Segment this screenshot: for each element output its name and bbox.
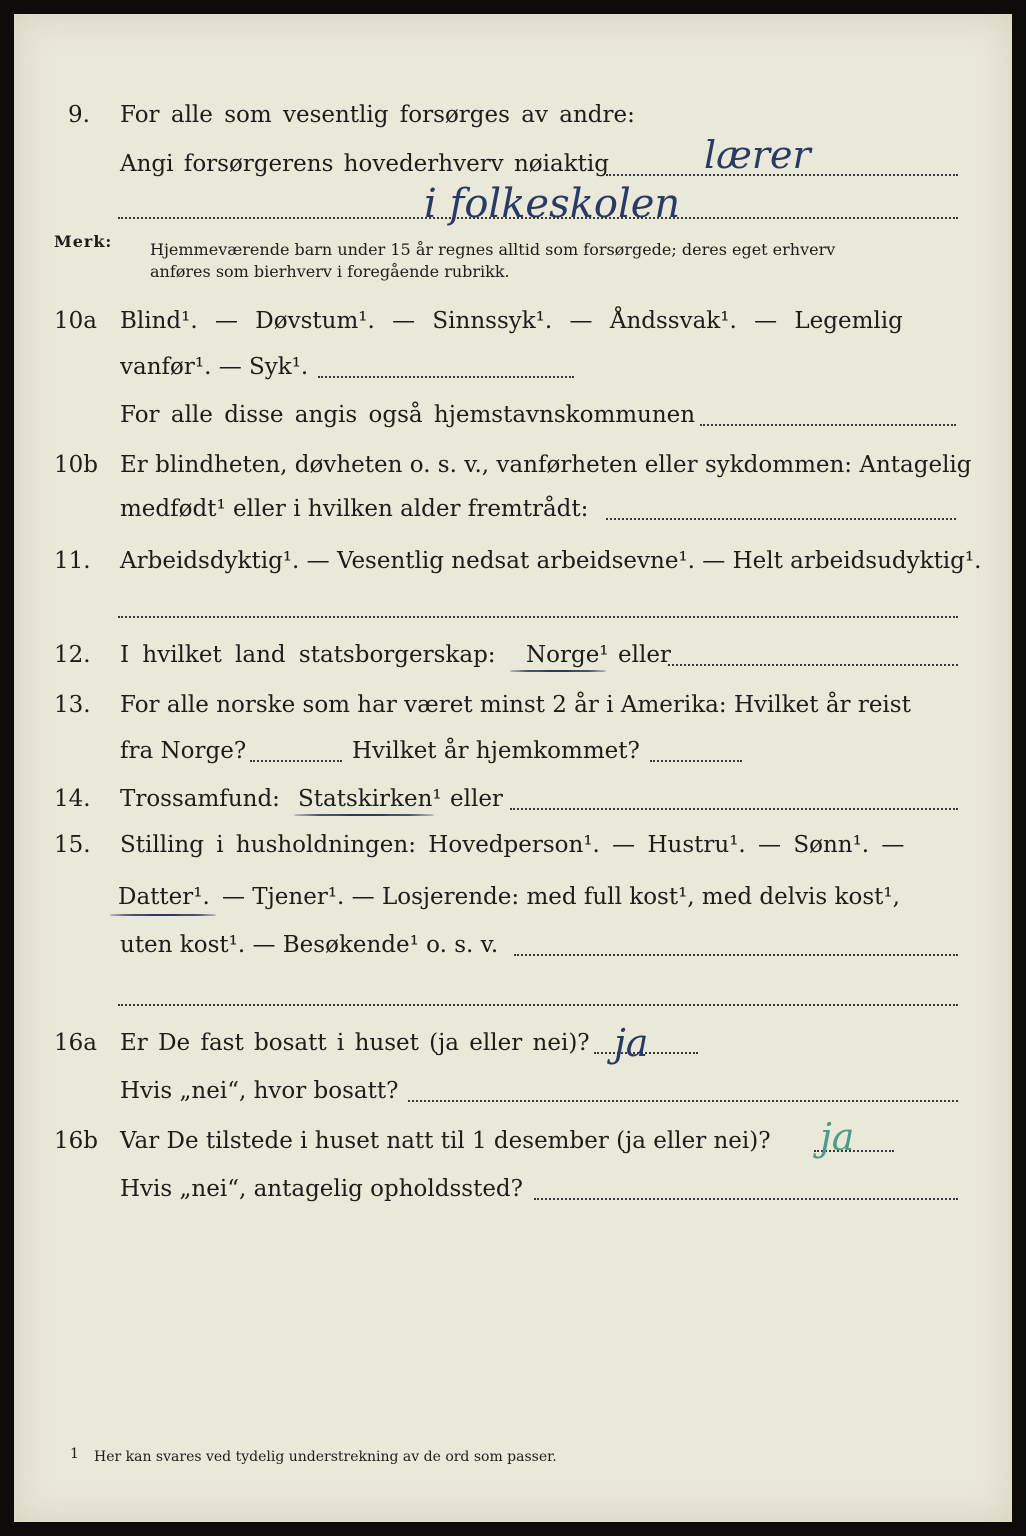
q12-answer-line <box>668 664 958 666</box>
q16a-residence-line <box>408 1100 958 1102</box>
q16a-line2: Hvis „nei“, hvor bosatt? <box>120 1078 399 1104</box>
footnote-marker: 1 <box>70 1446 79 1462</box>
q12-number: 12. <box>54 642 91 668</box>
q10a-line3: For alle disse angis også hjemstavnskommunen <box>120 402 696 428</box>
q16a-line1: Er De fast bosatt i huset (ja eller nei)? <box>120 1030 590 1056</box>
footnote-text: Her kan svares ved tydelig understrekning av de ord som passer. <box>94 1449 557 1465</box>
q13-year-returned-line <box>650 760 742 762</box>
q12-underlined-option: Norge¹ <box>526 642 609 668</box>
q15-hand-underline <box>110 914 216 916</box>
q14-underlined-option: Statskirken¹ <box>298 786 442 812</box>
q13-line2a: fra Norge? <box>120 738 247 764</box>
q14-suffix: eller <box>450 786 503 812</box>
merk-label: Merk: <box>54 232 113 251</box>
q16a-handwritten-answer: ja <box>614 1021 649 1065</box>
q11-answer-line <box>118 616 958 618</box>
q15-line2: — Tjener¹. — Losjerende: med full kost¹, med delvis kost¹, <box>222 884 900 910</box>
q9-line1: For alle som vesentlig forsørges av andre: <box>120 102 635 128</box>
merk-line1: Hjemmeværende barn under 15 år regnes alltid som forsørgede; deres eget erhverv <box>150 240 836 259</box>
q15-answer-line-2 <box>118 1004 958 1006</box>
q10a-line2: vanfør¹. — Syk¹. <box>120 354 309 380</box>
q10a-line1: Blind¹. — Døvstum¹. — Sinnssyk¹. — Åndssvak¹. — Legemlig <box>120 308 903 334</box>
q10b-answer-line <box>606 518 956 520</box>
q14-number: 14. <box>54 786 91 812</box>
q16b-number: 16b <box>54 1128 98 1154</box>
q15-number: 15. <box>54 832 91 858</box>
q16b-line1: Var De tilstede i huset natt til 1 desember (ja eller nei)? <box>120 1128 771 1154</box>
q13-number: 13. <box>54 692 91 718</box>
q16b-line2: Hvis „nei“, antagelig opholdssted? <box>120 1176 523 1202</box>
q12-prefix: I hvilket land statsborgerskap: <box>120 642 496 668</box>
q12-suffix: eller <box>618 642 671 668</box>
q11-line1: Arbeidsdyktig¹. — Vesentlig nedsat arbeidsevne¹. — Helt arbeidsudyktig¹. <box>120 548 982 574</box>
q16a-number: 16a <box>54 1030 97 1056</box>
q10a-answer-line <box>318 376 574 378</box>
q13-line2b: Hvilket år hjemkommet? <box>352 738 640 764</box>
q13-year-left-line <box>250 760 342 762</box>
q15-answer-line <box>514 954 958 956</box>
q10b-line2: medfødt¹ eller i hvilken alder fremtrådt: <box>120 496 589 522</box>
census-form-page <box>14 14 1012 1522</box>
q16b-whereabouts-line <box>534 1198 958 1200</box>
q9-number: 9. <box>68 102 90 128</box>
q10b-line1: Er blindheten, døvheten o. s. v., vanførheten eller sykdommen: Antagelig <box>120 452 972 478</box>
q14-hand-underline <box>294 814 434 816</box>
q11-number: 11. <box>54 548 91 574</box>
merk-line2: anføres som bierhverv i foregående rubrikk. <box>150 262 510 281</box>
q9-handwritten-answer-2: i folkeskolen <box>424 181 681 227</box>
q10a-number: 10a <box>54 308 97 334</box>
q15-line3: uten kost¹. — Besøkende¹ o. s. v. <box>120 932 499 958</box>
q9-line2: Angi forsørgerens hovederhverv nøiaktig <box>120 151 609 177</box>
q16b-handwritten-answer: ja <box>820 1115 855 1159</box>
q15-line1: Stilling i husholdningen: Hovedperson¹. — Hustru¹. — Sønn¹. — <box>120 832 905 858</box>
q9-handwritten-answer-1: lærer <box>704 133 811 177</box>
q10b-number: 10b <box>54 452 98 478</box>
q14-answer-line <box>510 808 958 810</box>
q12-hand-underline <box>510 670 606 672</box>
q14-prefix: Trossamfund: <box>120 786 280 812</box>
q13-line1: For alle norske som har været minst 2 år i Amerika: Hvilket år reist <box>120 692 911 718</box>
q15-underlined-option: Datter¹. <box>118 884 210 910</box>
q10a-municipality-line <box>700 424 956 426</box>
